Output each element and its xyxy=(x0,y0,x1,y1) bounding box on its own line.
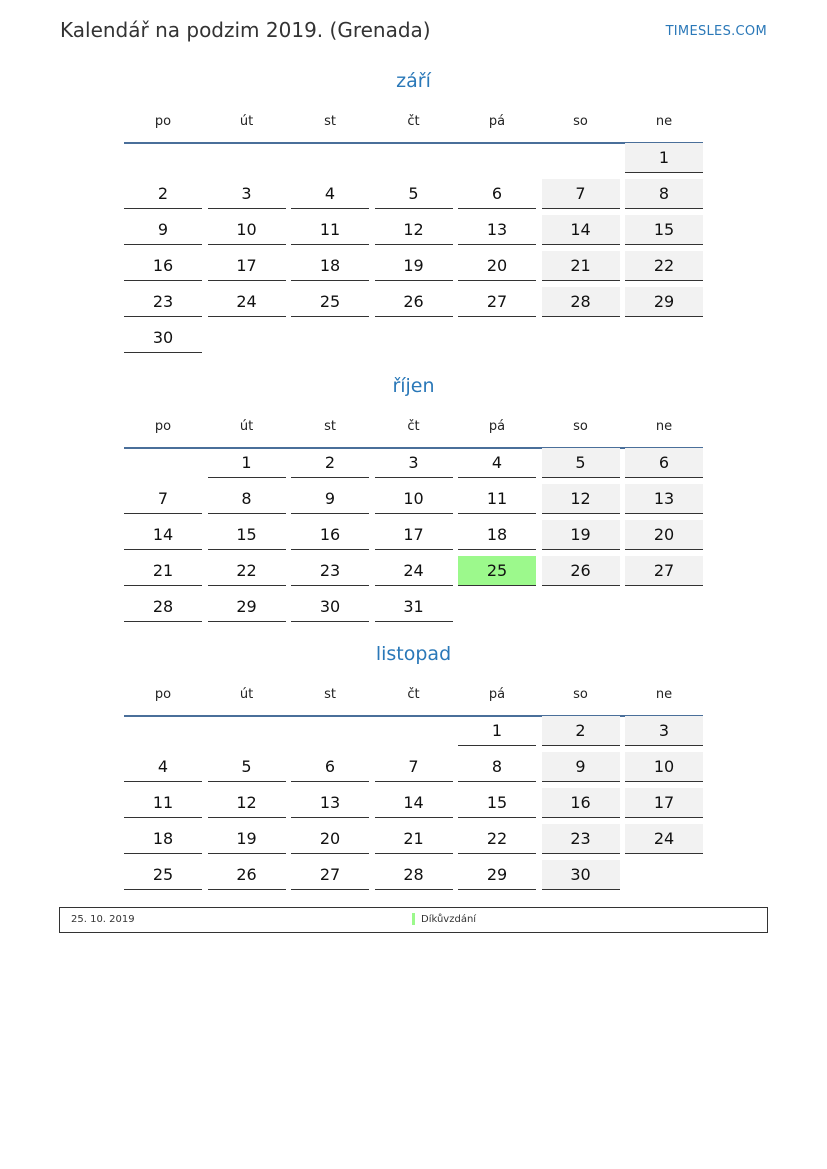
day-cell: 28 xyxy=(375,860,453,890)
day-cell: 16 xyxy=(291,520,369,550)
weekday-label: pá xyxy=(488,419,506,434)
day-cell: 6 xyxy=(291,752,369,782)
weekday-label: po xyxy=(154,114,172,129)
day-cell: 14 xyxy=(375,788,453,818)
day-cell: 21 xyxy=(375,824,453,854)
weekday-label: so xyxy=(573,419,588,434)
day-cell: 18 xyxy=(124,824,202,854)
day-cell: 22 xyxy=(625,251,703,281)
day-cell: 30 xyxy=(542,860,620,890)
day-cell: 22 xyxy=(458,824,536,854)
day-cell: 13 xyxy=(291,788,369,818)
day-cell: 26 xyxy=(542,556,620,586)
weekday-label: čt xyxy=(407,419,420,434)
day-cell: 11 xyxy=(458,484,536,514)
day-cell: 12 xyxy=(208,788,286,818)
day-cell: 23 xyxy=(124,287,202,317)
legend-label: Díkůvzdání xyxy=(421,914,477,925)
day-cell: 30 xyxy=(291,592,369,622)
weekday-header xyxy=(124,687,703,707)
weekday-label: so xyxy=(573,687,588,702)
day-cell: 18 xyxy=(291,251,369,281)
day-cell: 22 xyxy=(208,556,286,586)
day-cell: 20 xyxy=(458,251,536,281)
weekday-header xyxy=(124,419,703,439)
day-cell: 26 xyxy=(375,287,453,317)
weekday-label: čt xyxy=(407,114,420,129)
weekday-label: čt xyxy=(407,687,420,702)
weekday-label: st xyxy=(324,114,336,129)
day-cell: 15 xyxy=(458,788,536,818)
day-cell: 19 xyxy=(542,520,620,550)
weekday-label: pá xyxy=(488,687,506,702)
day-cell: 15 xyxy=(208,520,286,550)
day-cell: 9 xyxy=(291,484,369,514)
day-cell: 14 xyxy=(542,215,620,245)
day-cell: 3 xyxy=(375,448,453,478)
day-cell: 18 xyxy=(458,520,536,550)
day-cell: 1 xyxy=(458,716,536,746)
day-cell: 25 xyxy=(124,860,202,890)
day-cell: 5 xyxy=(542,448,620,478)
day-cell: 4 xyxy=(291,179,369,209)
day-cell: 21 xyxy=(542,251,620,281)
brand-link[interactable]: TIMESLES.COM xyxy=(665,24,767,39)
day-cell: 13 xyxy=(625,484,703,514)
day-cell: 4 xyxy=(458,448,536,478)
day-cell: 7 xyxy=(375,752,453,782)
day-cell: 3 xyxy=(625,716,703,746)
day-cell: 10 xyxy=(375,484,453,514)
day-cell: 2 xyxy=(124,179,202,209)
day-cell: 23 xyxy=(542,824,620,854)
day-cell: 3 xyxy=(208,179,286,209)
day-cell: 6 xyxy=(458,179,536,209)
day-cell: 25 xyxy=(291,287,369,317)
holiday-day-cell: 25 xyxy=(458,556,536,586)
day-cell: 6 xyxy=(625,448,703,478)
header-rule xyxy=(124,142,703,144)
day-cell: 2 xyxy=(291,448,369,478)
day-cell: 17 xyxy=(208,251,286,281)
weekday-label: ne xyxy=(655,114,673,129)
day-cell: 17 xyxy=(625,788,703,818)
day-cell: 10 xyxy=(208,215,286,245)
day-cell: 29 xyxy=(208,592,286,622)
weekday-label: út xyxy=(239,419,254,434)
day-cell: 12 xyxy=(542,484,620,514)
day-cell: 5 xyxy=(375,179,453,209)
day-cell: 19 xyxy=(375,251,453,281)
weekday-label: út xyxy=(239,687,254,702)
day-cell: 24 xyxy=(208,287,286,317)
legend xyxy=(59,907,768,933)
day-cell: 26 xyxy=(208,860,286,890)
day-cell: 7 xyxy=(542,179,620,209)
legend-swatch xyxy=(412,913,415,925)
day-cell: 15 xyxy=(625,215,703,245)
day-cell: 21 xyxy=(124,556,202,586)
day-cell: 27 xyxy=(458,287,536,317)
legend-date: 25. 10. 2019 xyxy=(71,914,135,925)
day-cell: 31 xyxy=(375,592,453,622)
day-cell: 9 xyxy=(124,215,202,245)
page-title: Kalendář na podzim 2019. (Grenada) xyxy=(60,18,431,42)
day-cell: 13 xyxy=(458,215,536,245)
day-cell: 23 xyxy=(291,556,369,586)
weekday-label: st xyxy=(324,687,336,702)
day-cell: 16 xyxy=(542,788,620,818)
weekday-label: po xyxy=(154,687,172,702)
weekday-label: ne xyxy=(655,687,673,702)
day-cell: 24 xyxy=(625,824,703,854)
day-cell: 30 xyxy=(124,323,202,353)
day-cell: 29 xyxy=(625,287,703,317)
day-cell: 14 xyxy=(124,520,202,550)
day-cell: 2 xyxy=(542,716,620,746)
day-cell: 24 xyxy=(375,556,453,586)
weekday-label: po xyxy=(154,419,172,434)
weekday-label: pá xyxy=(488,114,506,129)
day-cell: 4 xyxy=(124,752,202,782)
day-cell: 5 xyxy=(208,752,286,782)
weekday-label: út xyxy=(239,114,254,129)
month-title: listopad xyxy=(375,643,452,665)
day-cell: 1 xyxy=(208,448,286,478)
day-cell: 12 xyxy=(375,215,453,245)
day-cell: 9 xyxy=(542,752,620,782)
day-cell: 20 xyxy=(291,824,369,854)
day-cell: 8 xyxy=(625,179,703,209)
day-cell: 11 xyxy=(124,788,202,818)
day-cell: 17 xyxy=(375,520,453,550)
weekday-header xyxy=(124,114,703,134)
day-cell: 10 xyxy=(625,752,703,782)
day-cell: 16 xyxy=(124,251,202,281)
day-cell: 1 xyxy=(625,143,703,173)
weekday-label: ne xyxy=(655,419,673,434)
day-cell: 28 xyxy=(542,287,620,317)
month-title: září xyxy=(396,70,431,92)
month-title: říjen xyxy=(392,375,435,397)
day-cell: 27 xyxy=(625,556,703,586)
day-cell: 7 xyxy=(124,484,202,514)
day-cell: 8 xyxy=(458,752,536,782)
day-cell: 19 xyxy=(208,824,286,854)
day-cell: 27 xyxy=(291,860,369,890)
day-cell: 29 xyxy=(458,860,536,890)
day-cell: 11 xyxy=(291,215,369,245)
day-cell: 8 xyxy=(208,484,286,514)
day-cell: 20 xyxy=(625,520,703,550)
weekday-label: so xyxy=(573,114,588,129)
weekday-label: st xyxy=(324,419,336,434)
day-cell: 28 xyxy=(124,592,202,622)
